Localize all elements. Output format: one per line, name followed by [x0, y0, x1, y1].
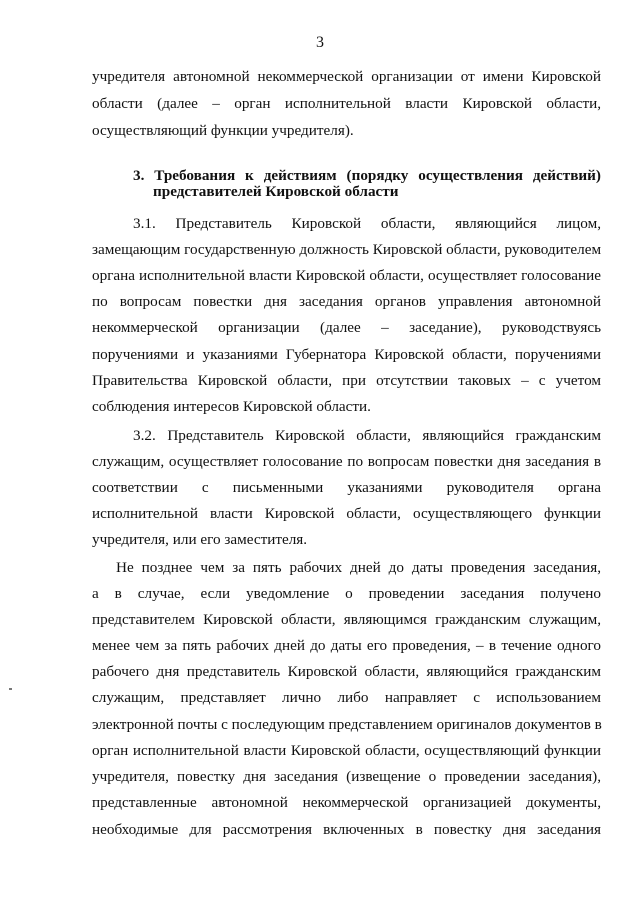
scan-mark: [9, 688, 12, 690]
text-line: а в случае, если уведомление о проведении заседания получено: [92, 585, 601, 602]
text-line: орган исполнительной власти Кировской области, осуществляющий функции: [92, 742, 601, 759]
text-line: электронной почты с последующим представлением оригиналов документов в: [92, 716, 602, 733]
text-line: соответствии с письменными указаниями руководителя органа: [92, 479, 601, 496]
text-line: замещающим государственную должность Кировской области, руководителем: [92, 241, 602, 258]
text-line: учредителя автономной некоммерческой организации от имени Кировской: [92, 68, 601, 85]
text-line: представителем Кировской области, являющимся гражданским служащим,: [92, 611, 601, 628]
text-line: учредителя, повестку дня заседания (извещение о проведении заседания),: [92, 768, 601, 785]
text-line: необходимые для рассмотрения включенных в повестку дня заседания: [92, 821, 601, 838]
text-line: учредителя, или его заместителя.: [92, 531, 308, 548]
text-line: соблюдения интересов Кировской области.: [92, 398, 371, 415]
text-line: служащим, осуществляет голосование по вопросам повестки дня заседания в: [92, 453, 601, 470]
text-line: исполнительной власти Кировской области, осуществляющего функции: [92, 505, 601, 522]
paragraph-first-line: 3.1. Представитель Кировской области, являющийся лицом,: [133, 215, 601, 232]
text-line: органа исполнительной власти Кировской области, осуществляет голосование: [92, 267, 601, 284]
text-line: представленные автономной некоммерческой организацией документы,: [92, 794, 601, 811]
section-heading: 3. Требования к действиям (порядку осуществления действий): [133, 167, 601, 184]
section-heading: представителей Кировской области: [153, 183, 399, 200]
text-line: осуществляющий функции учредителя).: [92, 122, 354, 139]
paragraph-first-line: 3.2. Представитель Кировской области, являющийся гражданским: [133, 427, 601, 444]
text-line: менее чем за пять рабочих дней до даты его проведения, – в течение одного: [92, 637, 601, 654]
page-number: 3: [316, 34, 324, 51]
text-line: поручениями и указаниями Губернатора Кировской области, поручениями: [92, 346, 601, 363]
text-line: рабочего дня представитель Кировской области, являющийся гражданским: [92, 663, 601, 680]
text-line: некоммерческой организации (далее – заседание), руководствуясь: [92, 319, 601, 336]
text-line: по вопросам повестки дня заседания органов управления автономной: [92, 293, 601, 310]
text-line: области (далее – орган исполнительной власти Кировской области,: [92, 95, 601, 112]
paragraph-first-line: Не позднее чем за пять рабочих дней до даты проведения заседания,: [116, 559, 601, 576]
text-line: Правительства Кировской области, при отсутствии таковых – с учетом: [92, 372, 601, 389]
text-line: служащим, представляет лично либо направляет с использованием: [92, 689, 601, 706]
